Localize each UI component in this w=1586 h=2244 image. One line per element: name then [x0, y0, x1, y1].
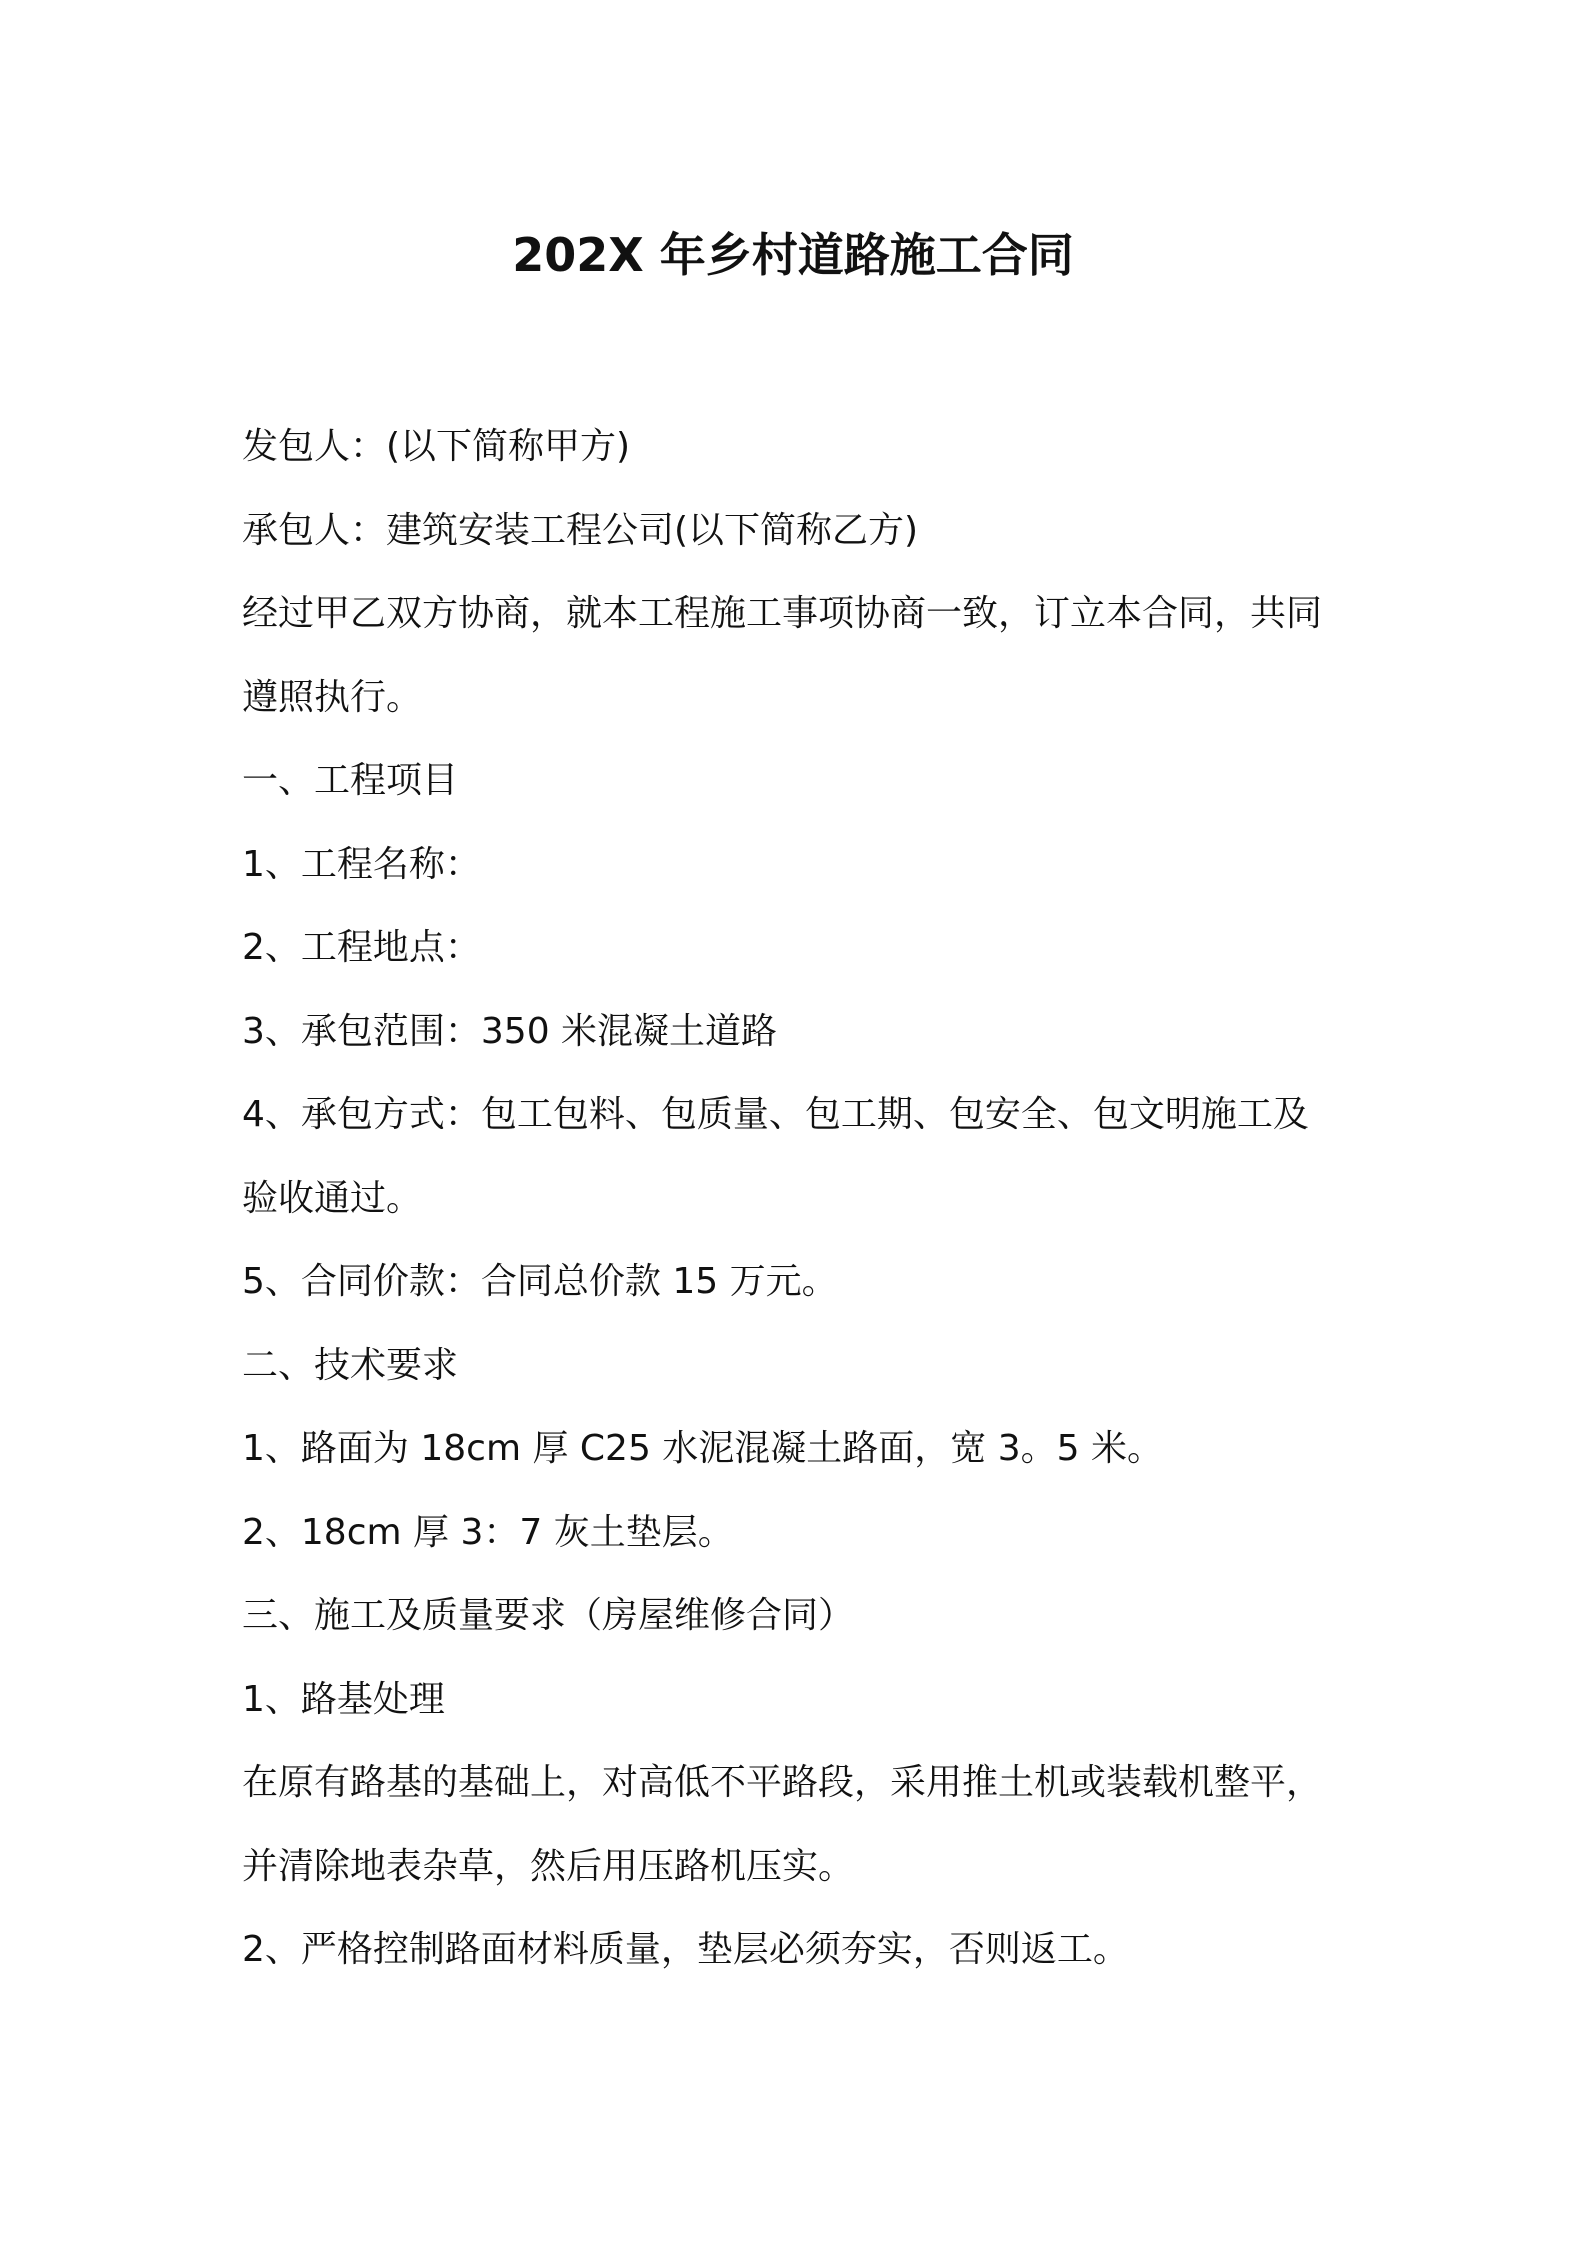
item-project-name: 1、工程名称：: [242, 843, 481, 885]
item-material-quality: 2、严格控制路面材料质量，垫层必须夯实，否则返工。: [242, 1929, 1129, 1970]
clause-contractor: 承包人：建筑安装工程公司(以下简称乙方): [242, 509, 919, 551]
clause-employer: 发包人：(以下简称甲方): [242, 426, 631, 467]
paragraph-agreement-line-1: 经过甲乙双方协商，就本工程施工事项协商一致，订立本合同，共同: [242, 593, 1323, 634]
document-title: 202X 年乡村道路施工合同: [512, 228, 1074, 282]
document-body: [242, 405, 1362, 1992]
section-heading-project: 一、工程项目: [242, 760, 459, 801]
paragraph-subgrade-line-1: 在原有路基的基础上，对高低不平路段，采用推土机或装载机整平，: [242, 1762, 1323, 1803]
item-contract-method-line-1: 4、承包方式：包工包料、包质量、包工期、包安全、包文明施工及: [242, 1094, 1309, 1135]
item-project-location: 2、工程地点：: [242, 927, 481, 968]
item-contract-method-line-2: 验收通过。: [242, 1177, 423, 1219]
item-subgrade-treatment: 1、路基处理: [242, 1678, 445, 1720]
section-heading-construction-quality: 三、施工及质量要求（房屋维修合同）: [242, 1595, 855, 1636]
item-road-surface: 1、路面为 18cm 厚 C25 水泥混凝土路面，宽 3。5 米。: [242, 1428, 1163, 1469]
item-contract-price: 5、合同价款：合同总价款 15 万元。: [242, 1261, 838, 1302]
item-contract-scope: 3、承包范围：350 米混凝土道路: [242, 1010, 778, 1052]
section-heading-technical: 二、技术要求: [242, 1344, 459, 1386]
paragraph-agreement-line-2: 遵照执行。: [242, 676, 423, 718]
item-cushion-layer: 2、18cm 厚 3：7 灰土垫层。: [242, 1511, 734, 1553]
paragraph-subgrade-line-2: 并清除地表杂草，然后用压路机压实。: [242, 1845, 855, 1887]
